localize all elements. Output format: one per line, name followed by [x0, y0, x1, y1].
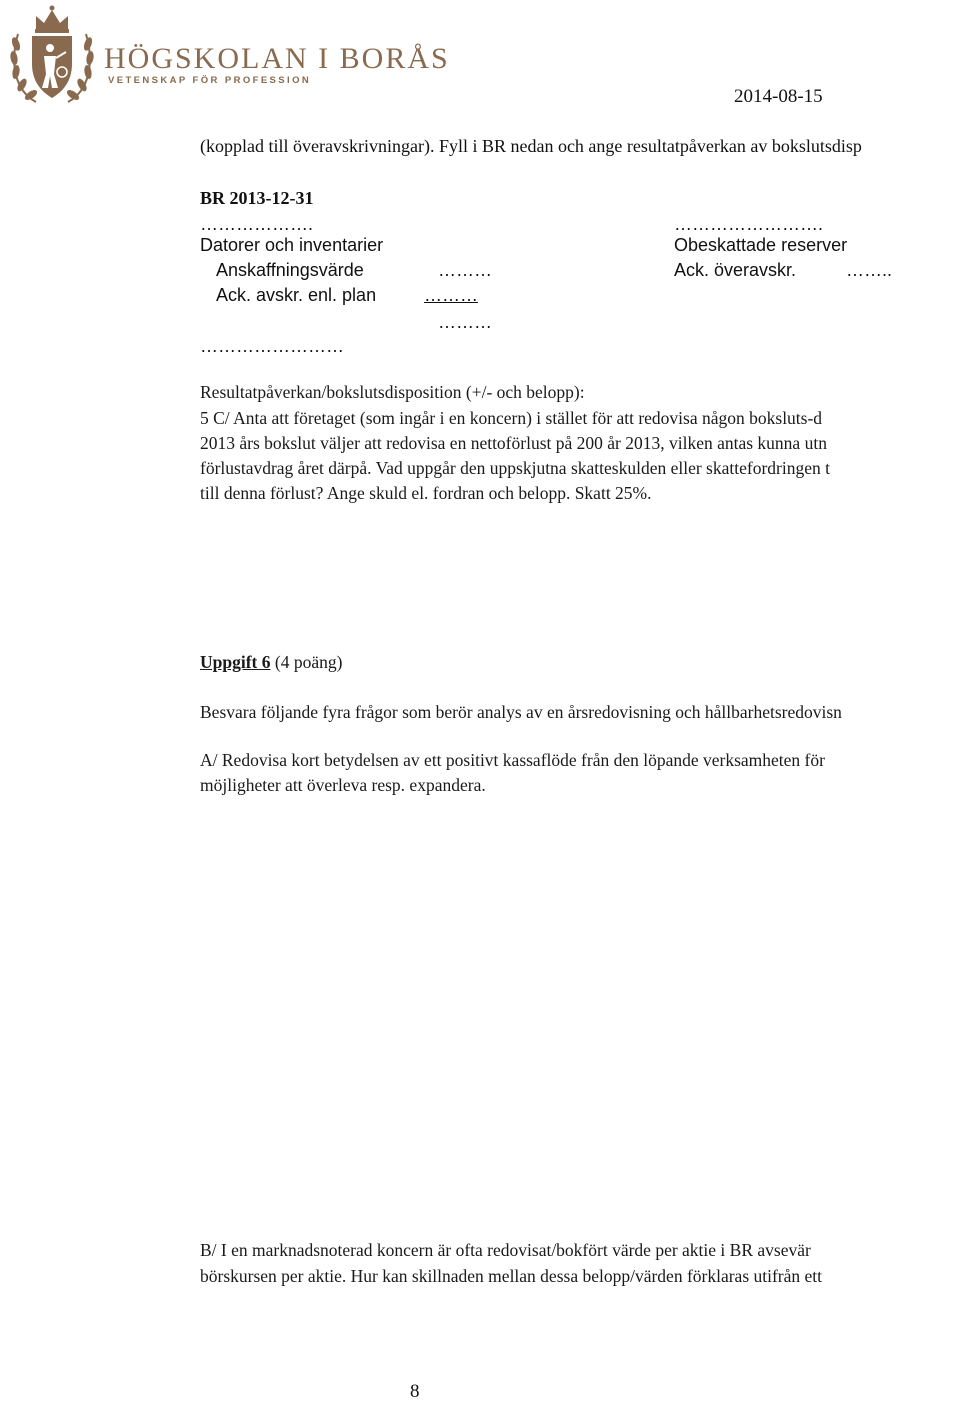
- question-5c-line-4: till denna förlust? Ange skuld el. fordran och belopp. Skatt 25%.: [200, 483, 652, 503]
- question-b-line-2: börskursen per aktie. Hur kan skillnaden mellan dessa belopp/värden förklaras utifrån ett: [200, 1266, 823, 1286]
- right-dots-top: …………………….: [674, 214, 824, 234]
- task-6-intro: Besvara följande fyra frågor som berör analys av en årsredovisning och hållbarhetsredovisn: [200, 702, 842, 722]
- book-value-blank: ………: [438, 312, 492, 332]
- document-date: 2014-08-15: [734, 86, 823, 107]
- university-name: HÖGSKOLAN I BORÅS: [104, 42, 450, 75]
- task-6-points: (4 poäng): [270, 652, 343, 672]
- total-blank: ……………………: [200, 336, 344, 356]
- accumulated-excess-depreciation-label: Ack. överavskr.: [674, 260, 797, 280]
- accumulated-depreciation-label: Ack. avskr. enl. plan: [216, 285, 377, 305]
- acquisition-value-label: Anskaffningsvärde: [216, 260, 364, 280]
- left-dots-top: ……………….: [200, 214, 314, 234]
- university-tagline: VETENSKAP FÖR PROFESSION: [108, 75, 312, 86]
- assets-heading: Datorer och inventarier: [200, 235, 384, 255]
- question-5c-line-1: 5 C/ Anta att företaget (som ingår i en koncern) i stället för att redovisa någon boksluts-d: [200, 408, 823, 428]
- question-5c-line-3: förlustavdrag året därpå. Vad uppgår den uppskjutna skatteskulden eller skattefordringen t: [200, 458, 830, 478]
- task-6-heading: [200, 650, 342, 674]
- result-effect-label: Resultatpåverkan/bokslutsdisposition (+/- och belopp):: [200, 382, 585, 402]
- question-a-line-1: A/ Redovisa kort betydelsen av ett positivt kassaflöde från den löpande verksamheten för: [200, 750, 825, 770]
- task-6-title: Uppgift 6: [200, 652, 271, 672]
- page-number: 8: [410, 1381, 420, 1402]
- intro-line: (kopplad till överavskrivningar). Fyll i BR nedan och ange resultatpåverkan av bokslutsdisp: [200, 136, 862, 156]
- question-a-line-2: möjligheter att överleva resp. expandera.: [200, 775, 486, 795]
- acquisition-value-blank: ………: [438, 260, 492, 280]
- question-b-line-1: B/ I en marknadsnoterad koncern är ofta redovisat/bokfört värde per aktie i BR avsevär: [200, 1240, 811, 1260]
- university-crest-icon: [6, 4, 98, 113]
- balance-sheet-title: BR 2013-12-31: [200, 188, 314, 208]
- untaxed-reserves-heading: Obeskattade reserver: [674, 235, 848, 255]
- question-5c-line-2: 2013 års bokslut väljer att redovisa en nettoförlust på 200 år 2013, vilken antas kunna utn: [200, 433, 827, 453]
- accumulated-excess-depreciation-blank: ……..: [846, 260, 893, 280]
- accumulated-depreciation-blank: ………: [424, 285, 478, 305]
